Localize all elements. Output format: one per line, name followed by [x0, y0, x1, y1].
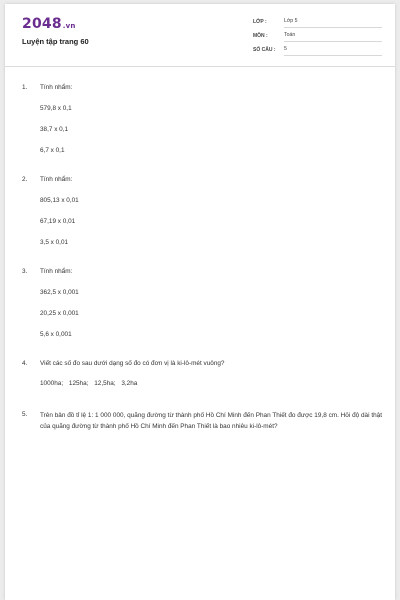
question-2: [5, 176, 382, 247]
option-item: 125ha;: [68, 380, 89, 387]
question-number: 2.: [22, 176, 28, 183]
question-item: 38,7 x 0,1: [40, 126, 69, 133]
option-item: 1000ha;: [40, 380, 64, 387]
meta-label-subject: MÔN :: [253, 33, 268, 39]
question-item: 579,8 x 0,1: [40, 105, 72, 112]
question-item: 362,5 x 0,001: [40, 289, 79, 296]
site-logo[interactable]: [22, 16, 76, 32]
question-prompt: Tính nhẩm:: [40, 84, 73, 91]
question-item: 3,5 x 0,01: [40, 239, 69, 246]
meta-value-class: Lớp 5: [284, 16, 382, 28]
question-number: 3.: [22, 268, 28, 275]
question-prompt: Viết các số đo sau dưới dạng số đo có đơn vị là ki-lô-mét vuông?: [40, 360, 225, 367]
question-item: 20,25 x 0,001: [40, 310, 79, 317]
page-title: Luyện tập trang 60: [22, 37, 89, 46]
question-options: [40, 380, 382, 388]
question-prompt: Tính nhẩm:: [40, 176, 73, 183]
question-prompt: Trên bản đồ tỉ lệ 1: 1 000 000, quãng đường từ thành phố Hồ Chí Minh đến Phan Thiết đo được 19,8 cm. Hỏi độ dài thật của quãng đường từ thành phố Hồ Chí Minh đến Phan Thiết là bao nhiêu ki-lô-mét?: [40, 412, 382, 430]
meta-value-count: 5: [284, 44, 382, 56]
meta-value-subject: Toán: [284, 30, 382, 42]
logo-main: 2048: [22, 16, 62, 32]
logo-domain: .vn: [62, 22, 76, 30]
meta-label-count: SỐ CÂU :: [253, 47, 276, 53]
question-4: [5, 360, 382, 388]
question-1: [5, 84, 382, 155]
question-5: [5, 411, 382, 432]
meta-row-subject: [253, 30, 383, 44]
question-number: 4.: [22, 360, 28, 367]
question-3: [5, 268, 382, 339]
meta-row-count: [253, 44, 383, 58]
worksheet-header: [5, 4, 395, 67]
meta-label-class: LỚP :: [253, 19, 267, 25]
question-number: 5.: [22, 411, 28, 418]
worksheet-meta: [253, 16, 383, 58]
question-item: 805,13 x 0,01: [40, 197, 79, 204]
question-number: 1.: [22, 84, 28, 91]
option-item: 3,2ha: [121, 380, 138, 387]
question-item: 5,6 x 0,001: [40, 331, 72, 338]
worksheet-page: [5, 4, 395, 600]
question-prompt: Tính nhẩm:: [40, 268, 73, 275]
option-item: 12,5ha;: [94, 380, 116, 387]
question-item: 6,7 x 0,1: [40, 147, 65, 154]
meta-row-class: [253, 16, 383, 30]
question-item: 67,19 x 0,01: [40, 218, 76, 225]
